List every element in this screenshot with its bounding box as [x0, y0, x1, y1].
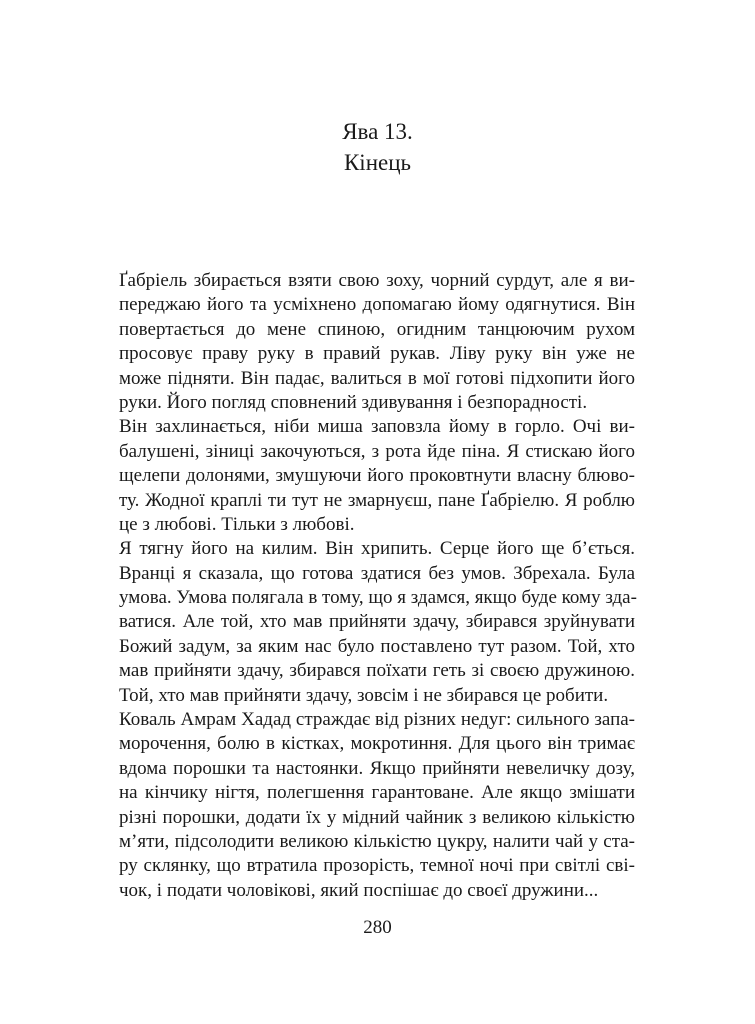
text-line: Вранці я сказала, що готова здатися без умов. Збрехала. Була: [119, 562, 635, 584]
text-line: може підняти. Він падає, валиться в мої готові підхопити його: [119, 367, 635, 389]
text-line: Коваль Амрам Хадад страждає від різних недуг: сильного запа-: [119, 709, 635, 731]
text-line: Він захлинається, ніби миша заповзла йому в горло. Очі ви-: [119, 416, 635, 438]
text-line: балушені, зіниці закочуються, з рота йде піна. Я стискаю його: [119, 440, 635, 462]
text-line: морочення, болю в кістках, мокротиння. Для цього він тримає: [119, 733, 635, 755]
text-line: просовує праву руку в правий рукав. Ліву руку він уже не: [119, 343, 635, 365]
text-line: ватися. Але той, хто мав прийняти здачу, збирався зруйнувати: [119, 611, 635, 633]
chapter-title: Кінець: [343, 150, 412, 175]
text-line: переджаю його та усміхнено допомагаю йому одягнутися. Він: [119, 294, 635, 316]
text-line: Божий задум, за яким нас було поставлено тут разом. Той, хто: [119, 635, 635, 657]
page-number: 280: [363, 917, 392, 938]
text-line: м’яти, підсолодити великою кількістю цукру, налити чай у ста-: [119, 830, 635, 852]
text-line: різні порошки, додати їх у мідний чайник з великою кількістю: [119, 806, 635, 828]
text-line: це з любові. Тільки з любові.: [119, 513, 355, 535]
text-line: умова. Умова полягала в тому, що я здамся, якщо буде кому зда-: [119, 587, 637, 609]
chapter-heading: [0, 116, 755, 178]
text-line: вдома порошки та настоянки. Якщо прийняти невеличку дозу,: [119, 757, 635, 779]
text-line: ту. Жодної краплі ти тут не змарнуєш, пане Ґабріелю. Я роблю: [119, 489, 635, 511]
text-line: Ґабріель збирається взяти свою зоху, чорний сурдут, але я ви-: [119, 270, 635, 291]
text-line: мав прийняти здачу, збирався поїхати геть зі своєю дружиною.: [119, 660, 635, 682]
text-line: щелепи долонями, змушуючи його проковтнути власну блюво-: [119, 465, 635, 487]
text-line: ру склянку, що втратила прозорість, темної ночі при світлі сві-: [119, 855, 635, 877]
text-line: на кінчику нігтя, полегшення гарантоване. Але якщо змішати: [119, 782, 635, 804]
text-line: Той, хто мав прийняти здачу, зовсім і не збирався це робити.: [119, 684, 609, 706]
text-line: Я тягну його на килим. Він хрипить. Серце його ще б’ється.: [119, 538, 635, 560]
text-line: чок, і подати чоловікові, який поспішає до своєї дружини...: [119, 879, 599, 901]
chapter-number: Ява 13.: [342, 119, 413, 144]
text-line: повертається до мене спиною, огидним танцюючим рухом: [119, 318, 635, 340]
body-text: [119, 269, 635, 903]
text-line: руки. Його погляд сповнений здивування і безпорадності.: [119, 391, 588, 413]
